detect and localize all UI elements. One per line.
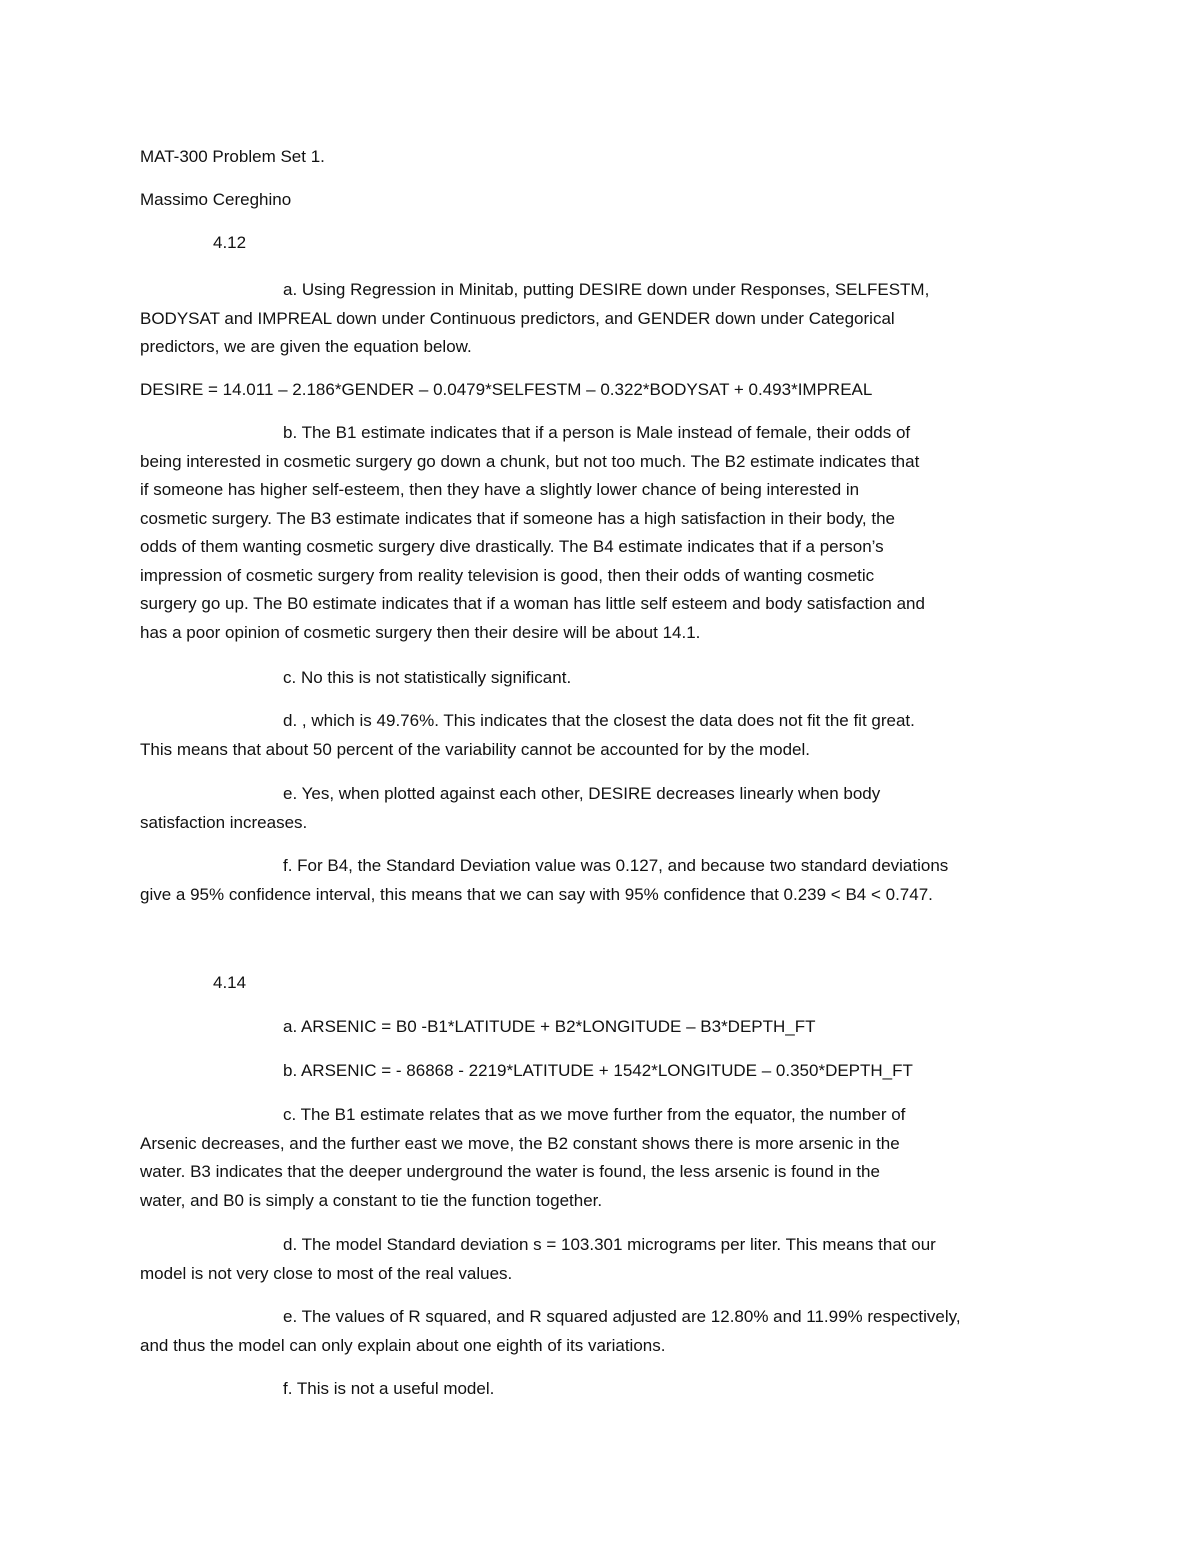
text-line: e. The values of R squared, and R squared adjusted are 12.80% and 11.99% respectively, (283, 1307, 961, 1326)
text-line: model is not very close to most of the real values. (140, 1263, 513, 1283)
answer-4-12-c (140, 664, 571, 693)
text-line: 4.14 (213, 973, 247, 992)
text-line: if someone has higher self-esteem, then they have a slightly lower chance of being interested in (140, 480, 860, 499)
problem-4-12-number (140, 229, 246, 258)
answer-4-12-b (140, 419, 925, 647)
text-line: b. ARSENIC = - 86868 - 2219*LATITUDE + 1542*LONGITUDE – 0.350*DEPTH_FT (283, 1061, 913, 1080)
text-line: predictors, we are given the equation below. (140, 337, 472, 356)
answer-4-12-f (140, 852, 948, 909)
text-line: BODYSAT and IMPREAL down under Continuous predictors, and GENDER down under Categorical (140, 308, 895, 328)
problem-4-14-number (140, 969, 246, 998)
text-line: MAT-300 Problem Set 1. (140, 147, 325, 166)
text-line: being interested in cosmetic surgery go down a chunk, but not too much. The B2 estimate indicates that (140, 451, 920, 471)
text-line: a. Using Regression in Minitab, putting DESIRE down under Responses, SELFESTM, (283, 280, 930, 299)
answer-4-12-d (140, 707, 915, 764)
answer-4-14-b (140, 1057, 913, 1086)
answer-4-14-a (140, 1013, 816, 1042)
text-line: give a 95% confidence interval, this means that we can say with 95% confidence that 0.239 < B4 < 0.747. (140, 884, 933, 904)
text-line: has a poor opinion of cosmetic surgery then their desire will be about 14.1. (140, 622, 701, 642)
author-name (140, 186, 291, 215)
text-line: 4.12 (213, 233, 247, 252)
text-line: odds of them wanting cosmetic surgery dive drastically. The B4 estimate indicates that if a person’s (140, 537, 884, 556)
text-line: f. For B4, the Standard Deviation value was 0.127, and because two standard deviations (283, 856, 949, 875)
text-line: impression of cosmetic surgery from reality television is good, then their odds of wanting cosmetic (140, 565, 875, 585)
text-line: Massimo Cereghino (140, 190, 292, 209)
answer-4-14-e (140, 1303, 961, 1360)
text-line: d. The model Standard deviation s = 103.301 micrograms per liter. This means that our (283, 1235, 936, 1254)
text-line: DESIRE = 14.011 – 2.186*GENDER – 0.0479*SELFESTM – 0.322*BODYSAT + 0.493*IMPREAL (140, 380, 873, 399)
answer-4-12-a (140, 276, 929, 362)
text-line: a. ARSENIC = B0 -B1*LATITUDE + B2*LONGITUDE – B3*DEPTH_FT (283, 1017, 816, 1036)
text-line: water, and B0 is simply a constant to tie the function together. (140, 1190, 603, 1210)
answer-4-12-e (140, 780, 880, 837)
text-line: Arsenic decreases, and the further east we move, the B2 constant shows there is more arsenic in the (140, 1133, 900, 1153)
text-line: c. No this is not statistically significant. (283, 668, 572, 687)
text-line: This means that about 50 percent of the variability cannot be accounted for by the model. (140, 739, 811, 759)
text-line: e. Yes, when plotted against each other, DESIRE decreases linearly when body (283, 784, 881, 803)
text-line: and thus the model can only explain about one eighth of its variations. (140, 1335, 666, 1355)
text-line: d. , which is 49.76%. This indicates that the closest the data does not fit the fit great. (283, 711, 915, 730)
answer-4-14-c (140, 1101, 905, 1215)
text-line: f. This is not a useful model. (283, 1379, 495, 1398)
text-line: cosmetic surgery. The B3 estimate indicates that if someone has a high satisfaction in their body, the (140, 508, 896, 528)
answer-4-14-f (140, 1375, 494, 1404)
text-line: b. The B1 estimate indicates that if a person is Male instead of female, their odds of (283, 423, 911, 442)
answer-4-14-d (140, 1231, 936, 1288)
title (140, 143, 325, 172)
text-line: surgery go up. The B0 estimate indicates that if a woman has little self esteem and body satisfaction and (140, 594, 925, 613)
text-line: c. The B1 estimate relates that as we move further from the equator, the number of (283, 1105, 906, 1124)
equation-4-12 (140, 376, 872, 405)
text-line: satisfaction increases. (140, 812, 308, 832)
text-line: water. B3 indicates that the deeper underground the water is found, the less arsenic is found in the (140, 1162, 880, 1181)
